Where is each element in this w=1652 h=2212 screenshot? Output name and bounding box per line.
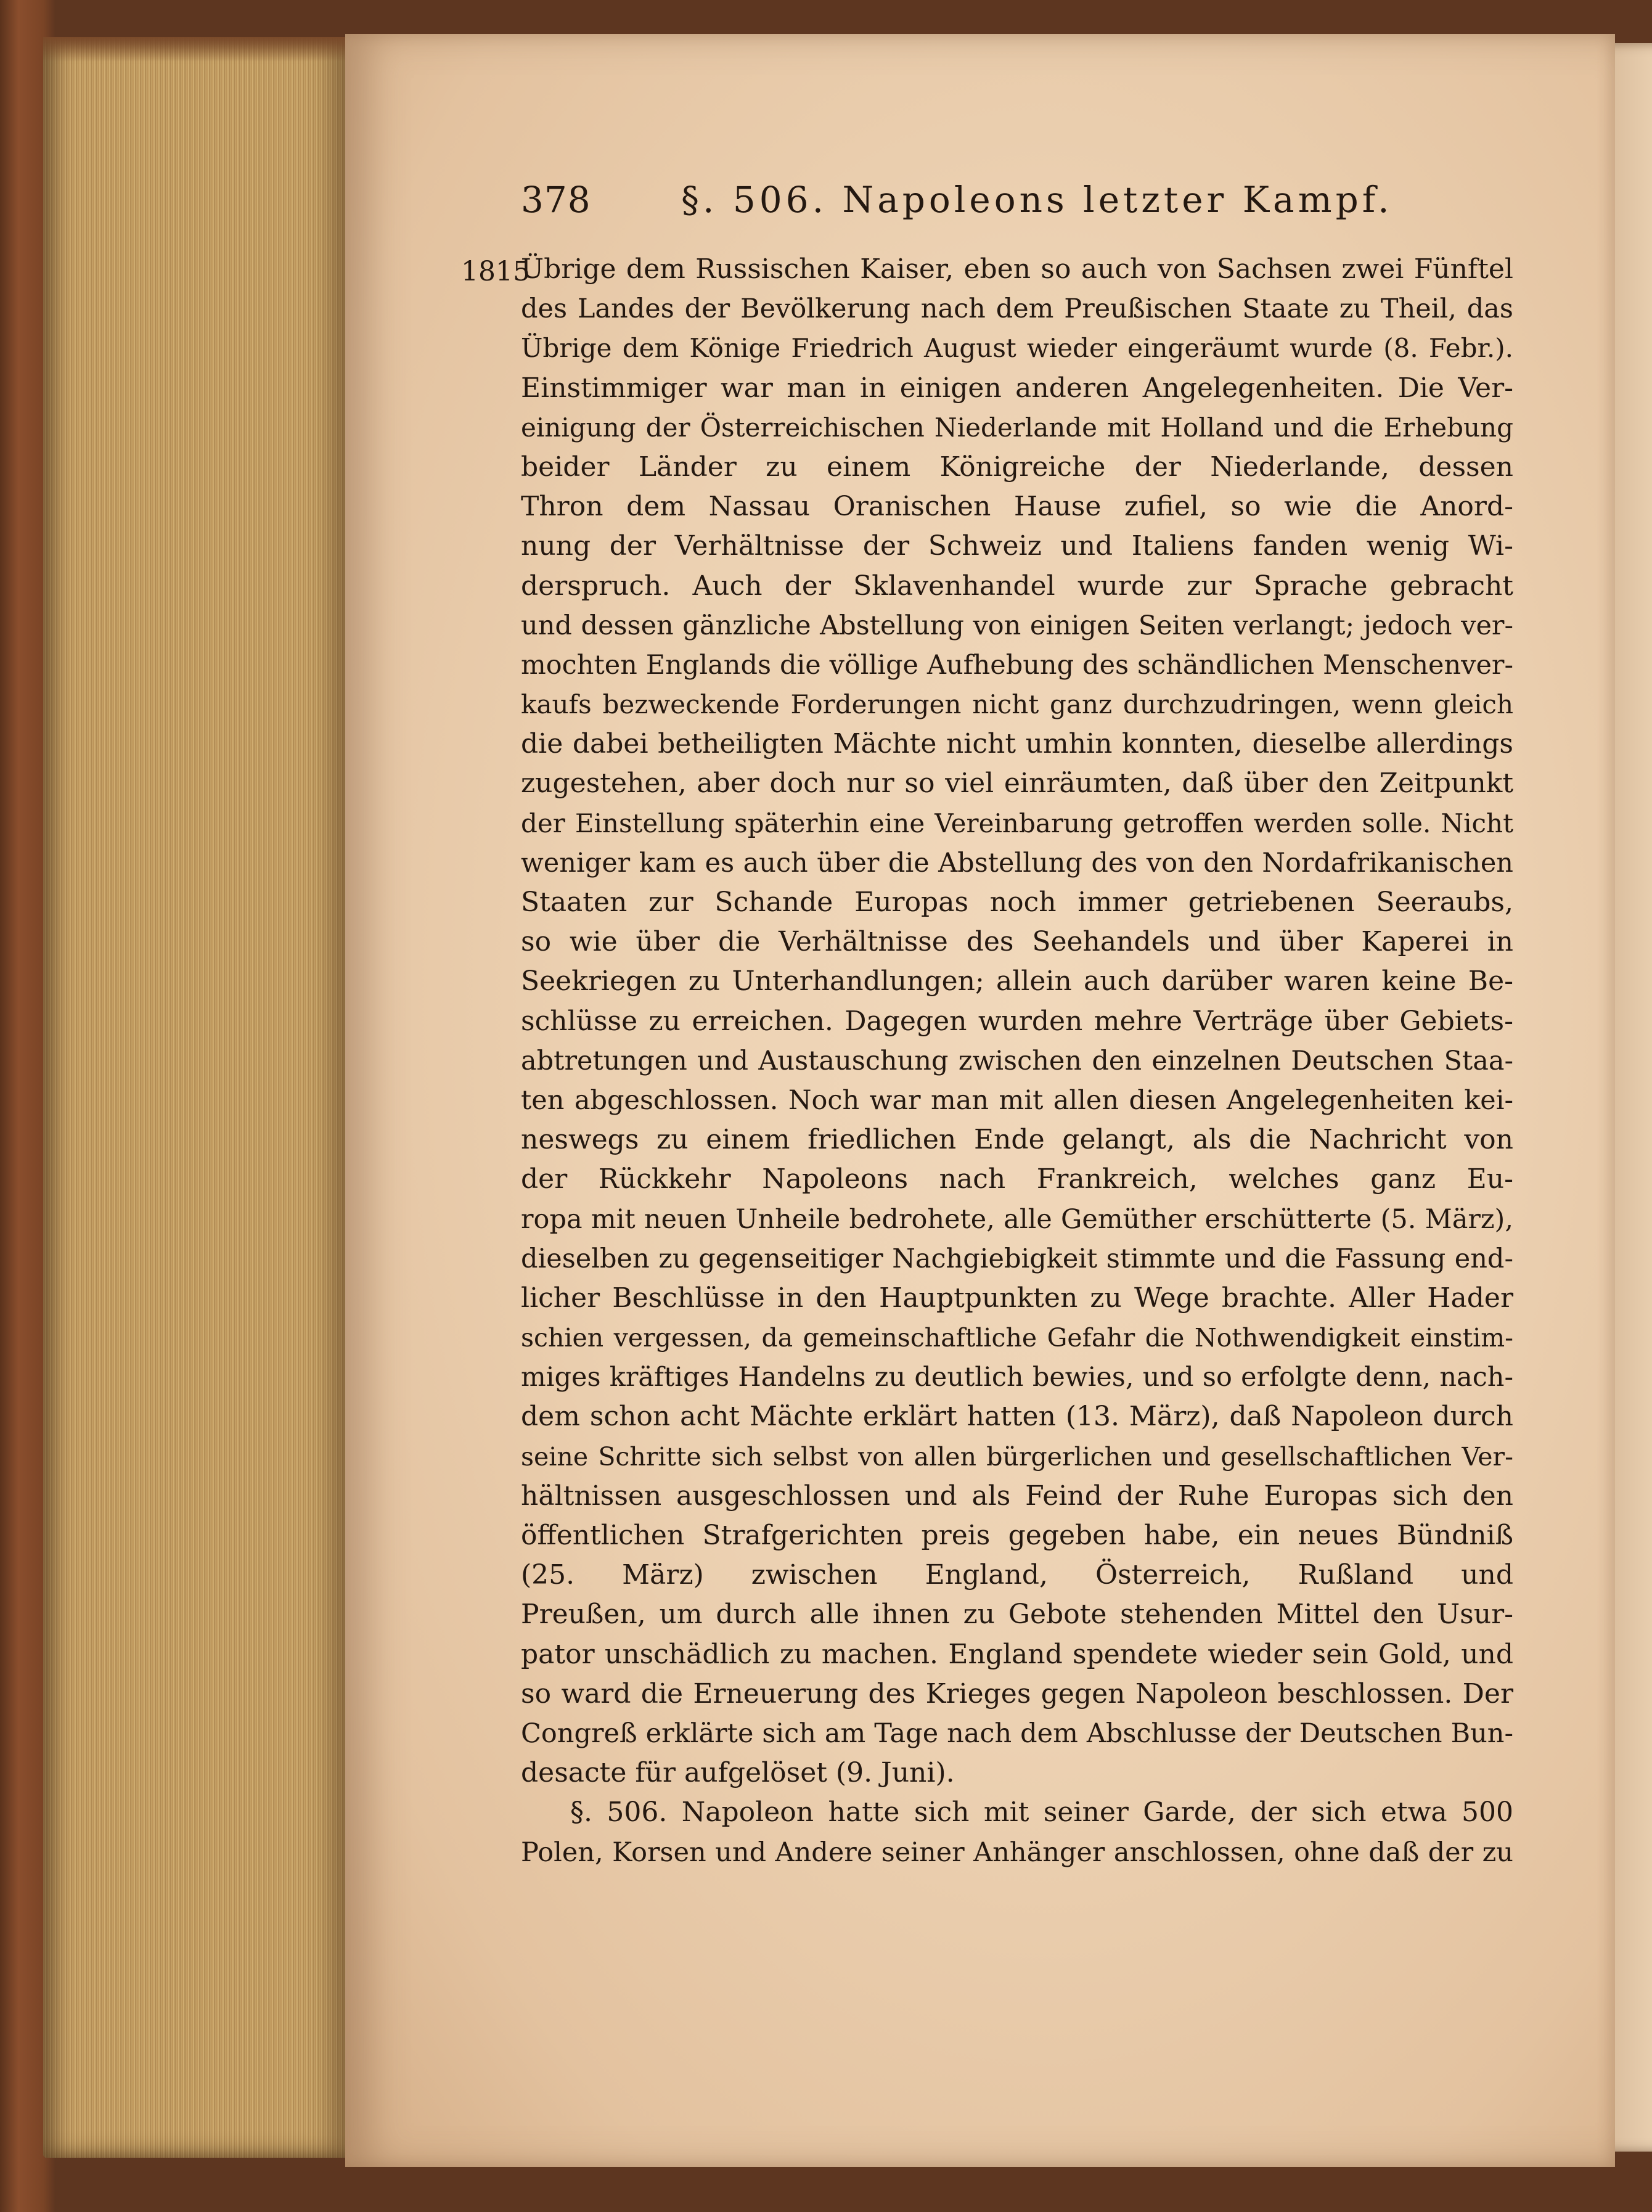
text-line: Seekriegen zu Unterhandlungen; allein auch darüber waren keine Be- [521, 965, 1513, 997]
text-line: Einstimmiger war man in einigen anderen Angelegenheiten. Die Ver- [521, 372, 1513, 404]
text-line: weniger kam es auch über die Abstellung des von den Nordafrikanischen [521, 847, 1513, 879]
text-line: schlüsse zu erreichen. Dagegen wurden mehre Verträge über Gebiets- [521, 1005, 1513, 1037]
running-head: §. 506. Napoleons letzter Kampf. [681, 179, 1393, 221]
text-line: miges kräftiges Handelns zu deutlich bewies, und so erfolgte denn, nach- [521, 1362, 1513, 1393]
text-line: (25. März) zwischen England, Österreich, Rußland und [521, 1559, 1513, 1591]
text-line: dem schon acht Mächte erklärt hatten (13. März), daß Napoleon durch [521, 1401, 1513, 1433]
text-line: derspruch. Auch der Sklavenhandel wurde zur Sprache gebracht [521, 570, 1513, 602]
text-line: kaufs bezweckende Forderungen nicht ganz durchzudringen, wenn gleich [521, 689, 1513, 720]
text-line: Polen, Korsen und Andere seiner Anhänger anschlossen, ohne daß der zu [521, 1837, 1513, 1868]
text-line: Übrige dem Russischen Kaiser, eben so auch von Sachsen zwei Fünftel [521, 253, 1513, 285]
text-line: pator unschädlich zu machen. England spendete wieder sein Gold, und [521, 1638, 1513, 1670]
page-header [521, 179, 1393, 234]
text-line: desacte für aufgelöset (9. Juni). [521, 1757, 955, 1789]
page-edges-shadow [43, 37, 351, 62]
page-number: 378 [521, 179, 591, 221]
text-line: schien vergessen, da gemeinschaftliche Gefahr die Nothwendigkeit einstim- [521, 1323, 1513, 1353]
text-line: der Rückkehr Napoleons nach Frankreich, welches ganz Eu- [521, 1163, 1513, 1195]
text-line: nung der Verhältnisse der Schweiz und Italiens fanden wenig Wi- [521, 530, 1513, 562]
text-line: Preußen, um durch alle ihnen zu Gebote stehenden Mittel den Usur- [521, 1599, 1513, 1631]
text-line: mochten Englands die völlige Aufhebung des schändlichen Menschenver- [521, 649, 1513, 681]
text-line: Thron dem Nassau Oranischen Hause zufiel, so wie die Anord- [521, 491, 1513, 523]
text-line: abtretungen und Austauschung zwischen den einzelnen Deutschen Staa- [521, 1045, 1513, 1076]
margin-year: 1815 [461, 256, 530, 287]
text-line: seine Schritte sich selbst von allen bürgerlichen und gesellschaftlichen Ver- [521, 1441, 1513, 1472]
text-line: einigung der Österreichischen Niederlande mit Holland und die Erhebung [521, 412, 1513, 443]
body-text [521, 250, 1513, 1872]
text-line: zugestehen, aber doch nur so viel einräumten, daß über den Zeitpunkt [521, 768, 1513, 800]
text-line: Übrige dem Könige Friedrich August wieder eingeräumt wurde (8. Febr.). [521, 333, 1513, 364]
text-line: so ward die Erneuerung des Krieges gegen Napoleon beschlossen. Der [521, 1677, 1513, 1710]
text-line: und dessen gänzliche Abstellung von einigen Seiten verlangt; jedoch ver- [521, 610, 1513, 641]
text-line: Staaten zur Schande Europas noch immer getriebenen Seeraubs, [521, 887, 1513, 918]
text-line: dieselben zu gegenseitiger Nachgiebigkeit stimmte und die Fassung end- [521, 1243, 1513, 1274]
text-line: ten abgeschlossen. Noch war man mit allen diesen Angelegenheiten kei- [521, 1084, 1513, 1116]
text-line: Congreß erklärte sich am Tage nach dem Abschlusse der Deutschen Bun- [521, 1718, 1513, 1749]
text-line: neswegs zu einem friedlichen Ende gelangt, als die Nachricht von [521, 1124, 1513, 1156]
text-line: die dabei betheiligten Mächte nicht umhin konnten, dieselbe allerdings [521, 728, 1513, 760]
page-edges [43, 37, 351, 2158]
text-line: beider Länder zu einem Königreiche der Niederlande, dessen [521, 451, 1513, 483]
text-line: des Landes der Bevölkerung nach dem Preußischen Staate zu Theil, das [521, 293, 1513, 325]
text-line: ropa mit neuen Unheile bedrohete, alle Gemüther erschütterte (5. März), [521, 1203, 1513, 1235]
text-line: öffentlichen Strafgerichten preis gegeben habe, ein neues Bündniß [521, 1520, 1513, 1551]
paragraph-start-line: §. 506. Napoleon hatte sich mit seiner Garde, der sich etwa 500 [570, 1796, 1513, 1829]
text-line: licher Beschlüsse in den Hauptpunkten zu Wege brachte. Aller Hader [521, 1282, 1513, 1314]
text-line: hältnissen ausgeschlossen und als Feind der Ruhe Europas sich den [521, 1480, 1513, 1512]
text-line: der Einstellung späterhin eine Vereinbarung getroffen werden solle. Nicht [521, 808, 1513, 838]
text-line: so wie über die Verhältnisse des Seehandels und über Kaperei in [521, 926, 1513, 958]
